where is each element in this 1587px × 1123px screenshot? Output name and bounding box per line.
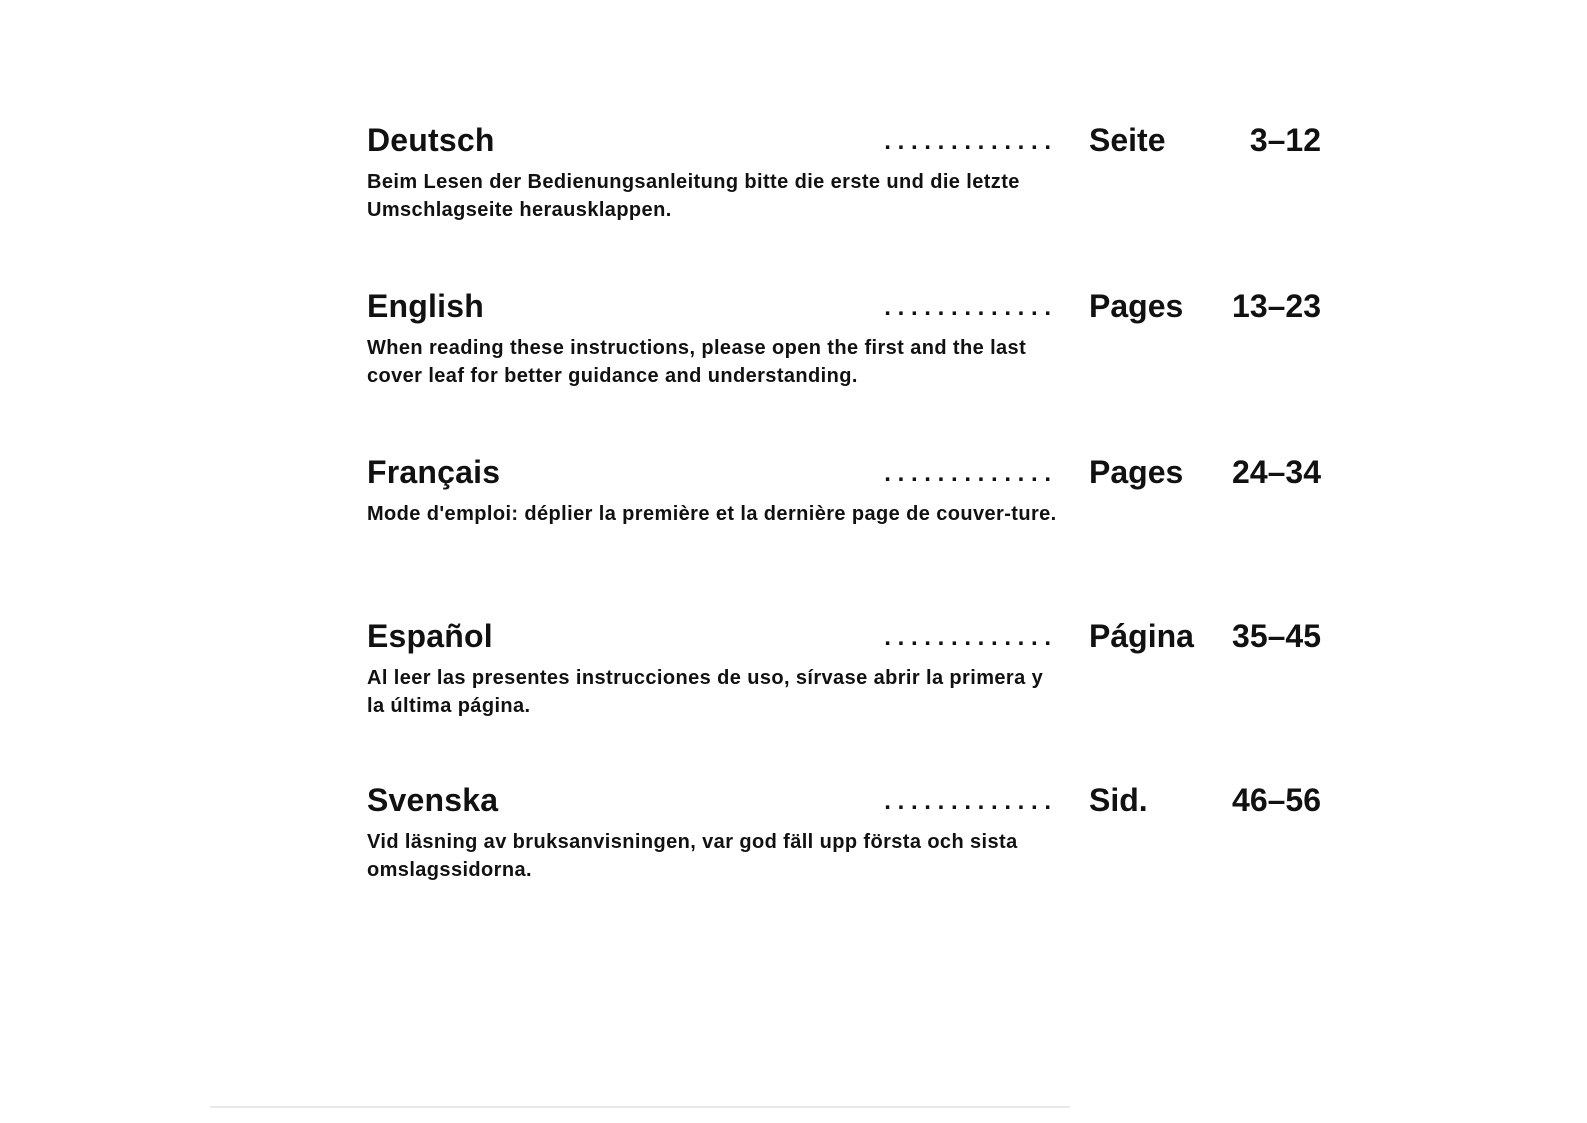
scan-edge-line [210, 1106, 1070, 1108]
language-name: Deutsch [367, 122, 495, 158]
entry-heading [367, 286, 1327, 326]
language-name: Español [367, 618, 493, 654]
page-range: 13–23 [1232, 288, 1321, 324]
language-name: Français [367, 454, 501, 490]
instruction-text: When reading these instructions, please open the first and the last cover leaf for better guidance and understanding. [367, 337, 1027, 387]
entry-francais [367, 452, 1327, 528]
instruction-text: Vid läsning av bruksanvisningen, var god fäll upp första och sista omslagssidorna. [367, 831, 1018, 881]
page-label: Página [1089, 618, 1194, 654]
page-label: Sid. [1089, 782, 1148, 818]
page-range: 3–12 [1249, 122, 1321, 158]
entry-heading [367, 452, 1327, 492]
entry-heading [367, 780, 1327, 820]
entry-espanol [367, 616, 1327, 720]
page-label: Seite [1089, 122, 1166, 158]
dot-leader: . . . . . . . . . . . . . [884, 624, 1051, 651]
entry-english [367, 286, 1327, 390]
dot-leader: . . . . . . . . . . . . . [884, 460, 1051, 487]
language-name: Svenska [367, 782, 499, 818]
page-range: 46–56 [1232, 782, 1321, 818]
page-range: 24–34 [1232, 454, 1321, 490]
instruction-text: Al leer las presentes instrucciones de uso, sírvase abrir la primera y la última página. [367, 667, 1044, 717]
entry-svenska [367, 780, 1327, 884]
page-label: Pages [1089, 288, 1184, 324]
instruction-text: Beim Lesen der Bedienungsanleitung bitte die erste und die letzte Umschlagseite herausklappen. [367, 171, 1020, 221]
dot-leader: . . . . . . . . . . . . . [884, 128, 1051, 155]
page-range: 35–45 [1232, 618, 1321, 654]
entry-deutsch [367, 120, 1327, 224]
page-label: Pages [1089, 454, 1184, 490]
entry-heading [367, 616, 1327, 656]
instruction-text: Mode d'emploi: déplier la première et la dernière page de couver-ture. [367, 503, 1057, 525]
language-name: English [367, 288, 484, 324]
entry-heading [367, 120, 1327, 160]
dot-leader: . . . . . . . . . . . . . [884, 294, 1051, 321]
dot-leader: . . . . . . . . . . . . . [884, 788, 1051, 815]
